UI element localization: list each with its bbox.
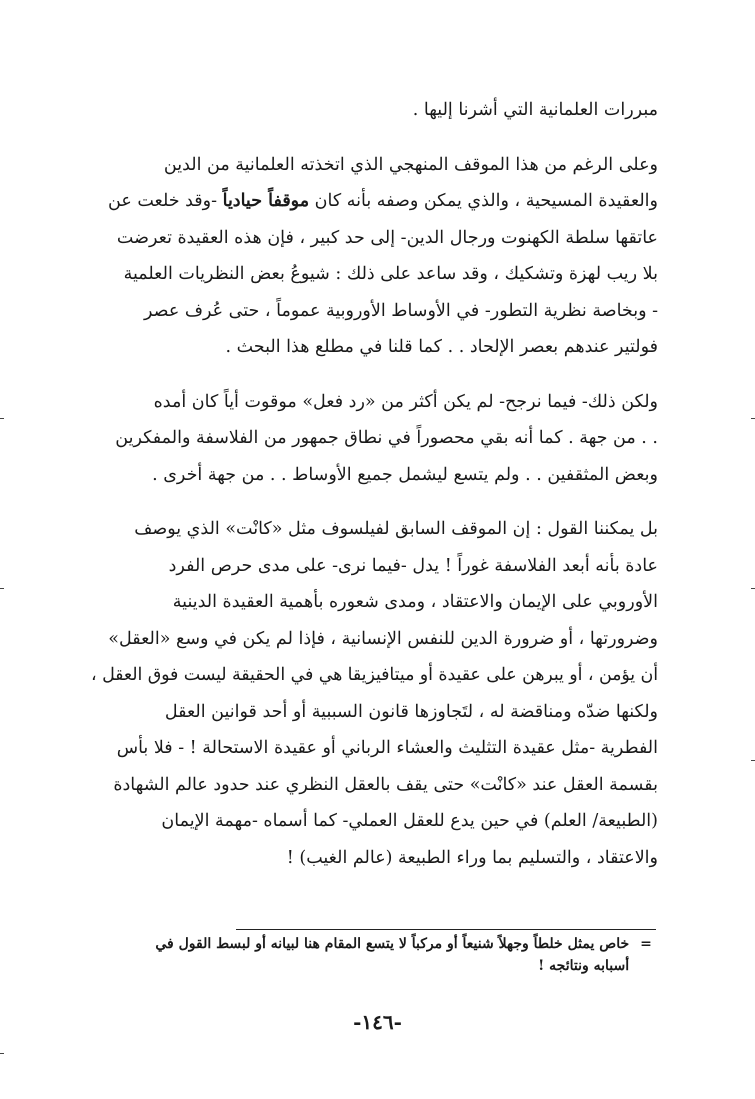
text-line: فولتير عندهم بعصر الإلحاد . . كما قلنا في مطلع هذا البحث .	[225, 337, 658, 357]
text-line: وضرورتها ، أو ضرورة الدين للنفس الإنسانية ، فإذا لم يكن في وسع «العقل»	[108, 628, 658, 649]
emphasis-neutral-stance: موقفاً حيادياً	[222, 191, 310, 211]
text-line: بلا ريب لهزة وتشكيك ، وقد ساعد على ذلك : شيوعُ بعض النظريات العلمية	[123, 264, 658, 284]
footnote-continuation-marker: =	[640, 936, 652, 952]
paragraph-2	[88, 147, 658, 366]
text-line: عادة بأنه أبعد الفلاسفة غوراً ! يدل -فيما نرى- على مدى حرص الفرد	[168, 555, 658, 576]
text-line: أن يؤمن ، أو يبرهن على عقيدة أو ميتافيزيقا هي في الحقيقة ليست فوق العقل ،	[91, 665, 658, 685]
paragraph-1	[88, 92, 658, 129]
scan-edge-mark	[751, 588, 755, 589]
footnote-text: أسبابه ونتائجه !	[538, 958, 630, 974]
text-line: (الطبيعة/ العلم) في حين يدع للعقل العملي- كما أسماه -مهمة الإيمان	[161, 811, 658, 831]
scan-edge-mark	[751, 760, 755, 761]
text-line: - وبخاصة نظرية التطور- في الأوساط الأوروبية عموماً ، حتى عُرف عصر	[144, 300, 658, 321]
footnote-line-2	[88, 955, 658, 977]
page-number: -١٤٦-	[353, 1010, 402, 1034]
text-line: ولكنها ضدّه ومناقضة له ، لتَجاوزها قانون السببية أو أحد قوانين العقل	[164, 701, 658, 722]
text-line: والاعتقاد ، والتسليم بما وراء الطبيعة (عالم الغيب) !	[286, 847, 658, 868]
paragraph-3	[88, 384, 658, 494]
body-text	[88, 92, 658, 876]
text-line: وبعض المثقفين . . ولم يتسع ليشمل جميع الأوساط . . من جهة أخرى .	[152, 464, 658, 485]
footnote-line-1	[88, 933, 658, 955]
paragraph-4	[88, 511, 658, 876]
footnote-text: خاص يمثل خلطاً وجهلاً شنيعاً أو مركباً لا يتسع المقام هنا لبيانه أو لبسط القول في	[155, 936, 630, 952]
text-line-bold-phrase: والعقيدة المسيحية ، والذي يمكن وصفه بأنه كان موقفاً حيادياً -وقد خلعت عن	[108, 191, 658, 211]
scan-edge-mark	[0, 418, 4, 419]
text-line: . . من جهة . كما أنه بقي محصوراً في نطاق جمهور من الفلاسفة والمفكرين	[115, 428, 658, 448]
text-line: ولكن ذلك- فيما نرجح- لم يكن أكثر من «رد فعل» موقوت أياً كان أمده	[153, 391, 658, 412]
text-line: عاتقها سلطة الكهنوت ورجال الدين- إلى حد كبير ، فإن هذه العقيدة تعرضت	[116, 227, 658, 248]
scan-edge-mark	[751, 418, 755, 419]
footnote	[88, 933, 658, 977]
text-line: الأوروبي على الإيمان والاعتقاد ، ومدى شعوره بأهمية العقيدة الدينية	[172, 592, 658, 612]
footnote-divider	[236, 929, 656, 930]
text-line: وعلى الرغم من هذا الموقف المنهجي الذي اتخذته العلمانية من الدين	[163, 154, 658, 175]
scan-edge-mark	[0, 588, 4, 589]
text-line: بل يمكننا القول : إن الموقف السابق لفيلسوف مثل «كانْت» الذي يوصف	[134, 519, 658, 539]
scan-edge-mark	[0, 1053, 4, 1054]
text-line: بقسمة العقل عند «كانْت» حتى يقف بالعقل النظري عند حدود عالم الشهادة	[113, 774, 658, 795]
text-line: مبررات العلمانية التي أشرنا إليها .	[412, 100, 658, 120]
text-line: الفطرية -مثل عقيدة التثليث والعشاء الرباني أو عقيدة الاستحالة ! - فلا بأس	[116, 738, 658, 758]
